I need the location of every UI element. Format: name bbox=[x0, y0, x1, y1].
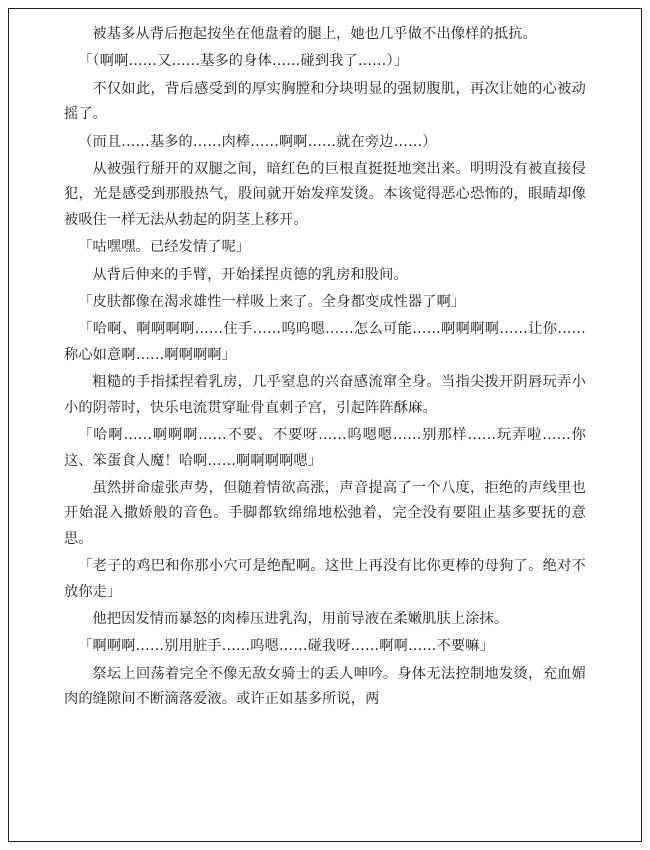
paragraph: 从被强行掰开的双腿之间，暗红色的巨根直挺挺地突出来。明明没有被直接侵犯，光是感受到那股热气，股间就开始发痒发烫。本该觉得恶心恐怖的，眼睛却像被吸住一样无法从勃起的阴茎上移开。 bbox=[64, 161, 586, 228]
paragraph: 他把因发情而暴怒的肉棒压进乳沟，用前导液在柔嫩肌肤上涂抹。 bbox=[92, 610, 509, 627]
paragraph: 从背后伸来的手臂，开始揉捏贞德的乳房和股间。 bbox=[92, 266, 408, 283]
paragraph-dialogue: 「啊啊啊……别用脏手……呜嗯……碰我呀……啊啊……不要嘛」 bbox=[78, 638, 494, 655]
paragraph-dialogue: 「咕嘿嘿。已经发情了呢」 bbox=[78, 239, 251, 256]
paragraph-dialogue: 「哈啊……啊啊啊……不要、不要呀……呜嗯嗯……别那样……玩弄啦……你这、笨蛋食人魔！哈啊……啊啊啊啊嗯」 bbox=[64, 427, 586, 469]
paragraph-dialogue: 「老子的鸡巴和你那小穴可是绝配啊。这世上再没有比你更棒的母狗了。绝对不放你走」 bbox=[64, 558, 586, 600]
paragraph: 不仅如此，背后感受到的厚实胸膛和分块明显的强韧腹肌，再次让她的心被动摇了。 bbox=[64, 80, 586, 123]
paragraph-inner-monologue: （而且……基多的……肉棒……啊啊……就在旁边……） bbox=[78, 133, 437, 150]
paragraph-dialogue: 「（啊啊……又……基多的身体……碰到我了……）」 bbox=[78, 53, 409, 70]
paragraph: 虽然拼命虚张声势，但随着情欲高涨，声音提高了一个八度，拒绝的声线里也开始混入撒娇般的音色。手脚都软绵绵地松弛着，完全没有要阻止基多要抚的意思。 bbox=[64, 479, 586, 547]
paragraph: 粗糙的手指揉捏着乳房，几乎窒息的兴奋感流窜全身。当指尖拨开阴唇玩弄小小的阴蒂时，快乐电流贯穿耻骨直刺子宫，引起阵阵酥麻。 bbox=[64, 374, 586, 416]
paragraph-dialogue: 「哈啊、啊啊啊啊……住手……呜呜嗯……怎么可能……啊啊啊啊……让你……称心如意啊……啊啊啊啊」 bbox=[64, 321, 586, 363]
body-text-column bbox=[64, 22, 586, 715]
paragraph-dialogue: 「皮肤都像在渴求雄性一样吸上来了。全身都变成性器了啊」 bbox=[78, 294, 466, 311]
paragraph: 祭坛上回荡着完全不像无敌女骑士的丢人呻吟。身体无法控制地发烫，充血媚肉的缝隙间不断滴落爱液。或许正如基多所说，两 bbox=[64, 665, 586, 708]
paragraph: 被基多从背后抱起按坐在他盘着的腿上，她也几乎做不出像样的抵抗。 bbox=[92, 26, 537, 42]
